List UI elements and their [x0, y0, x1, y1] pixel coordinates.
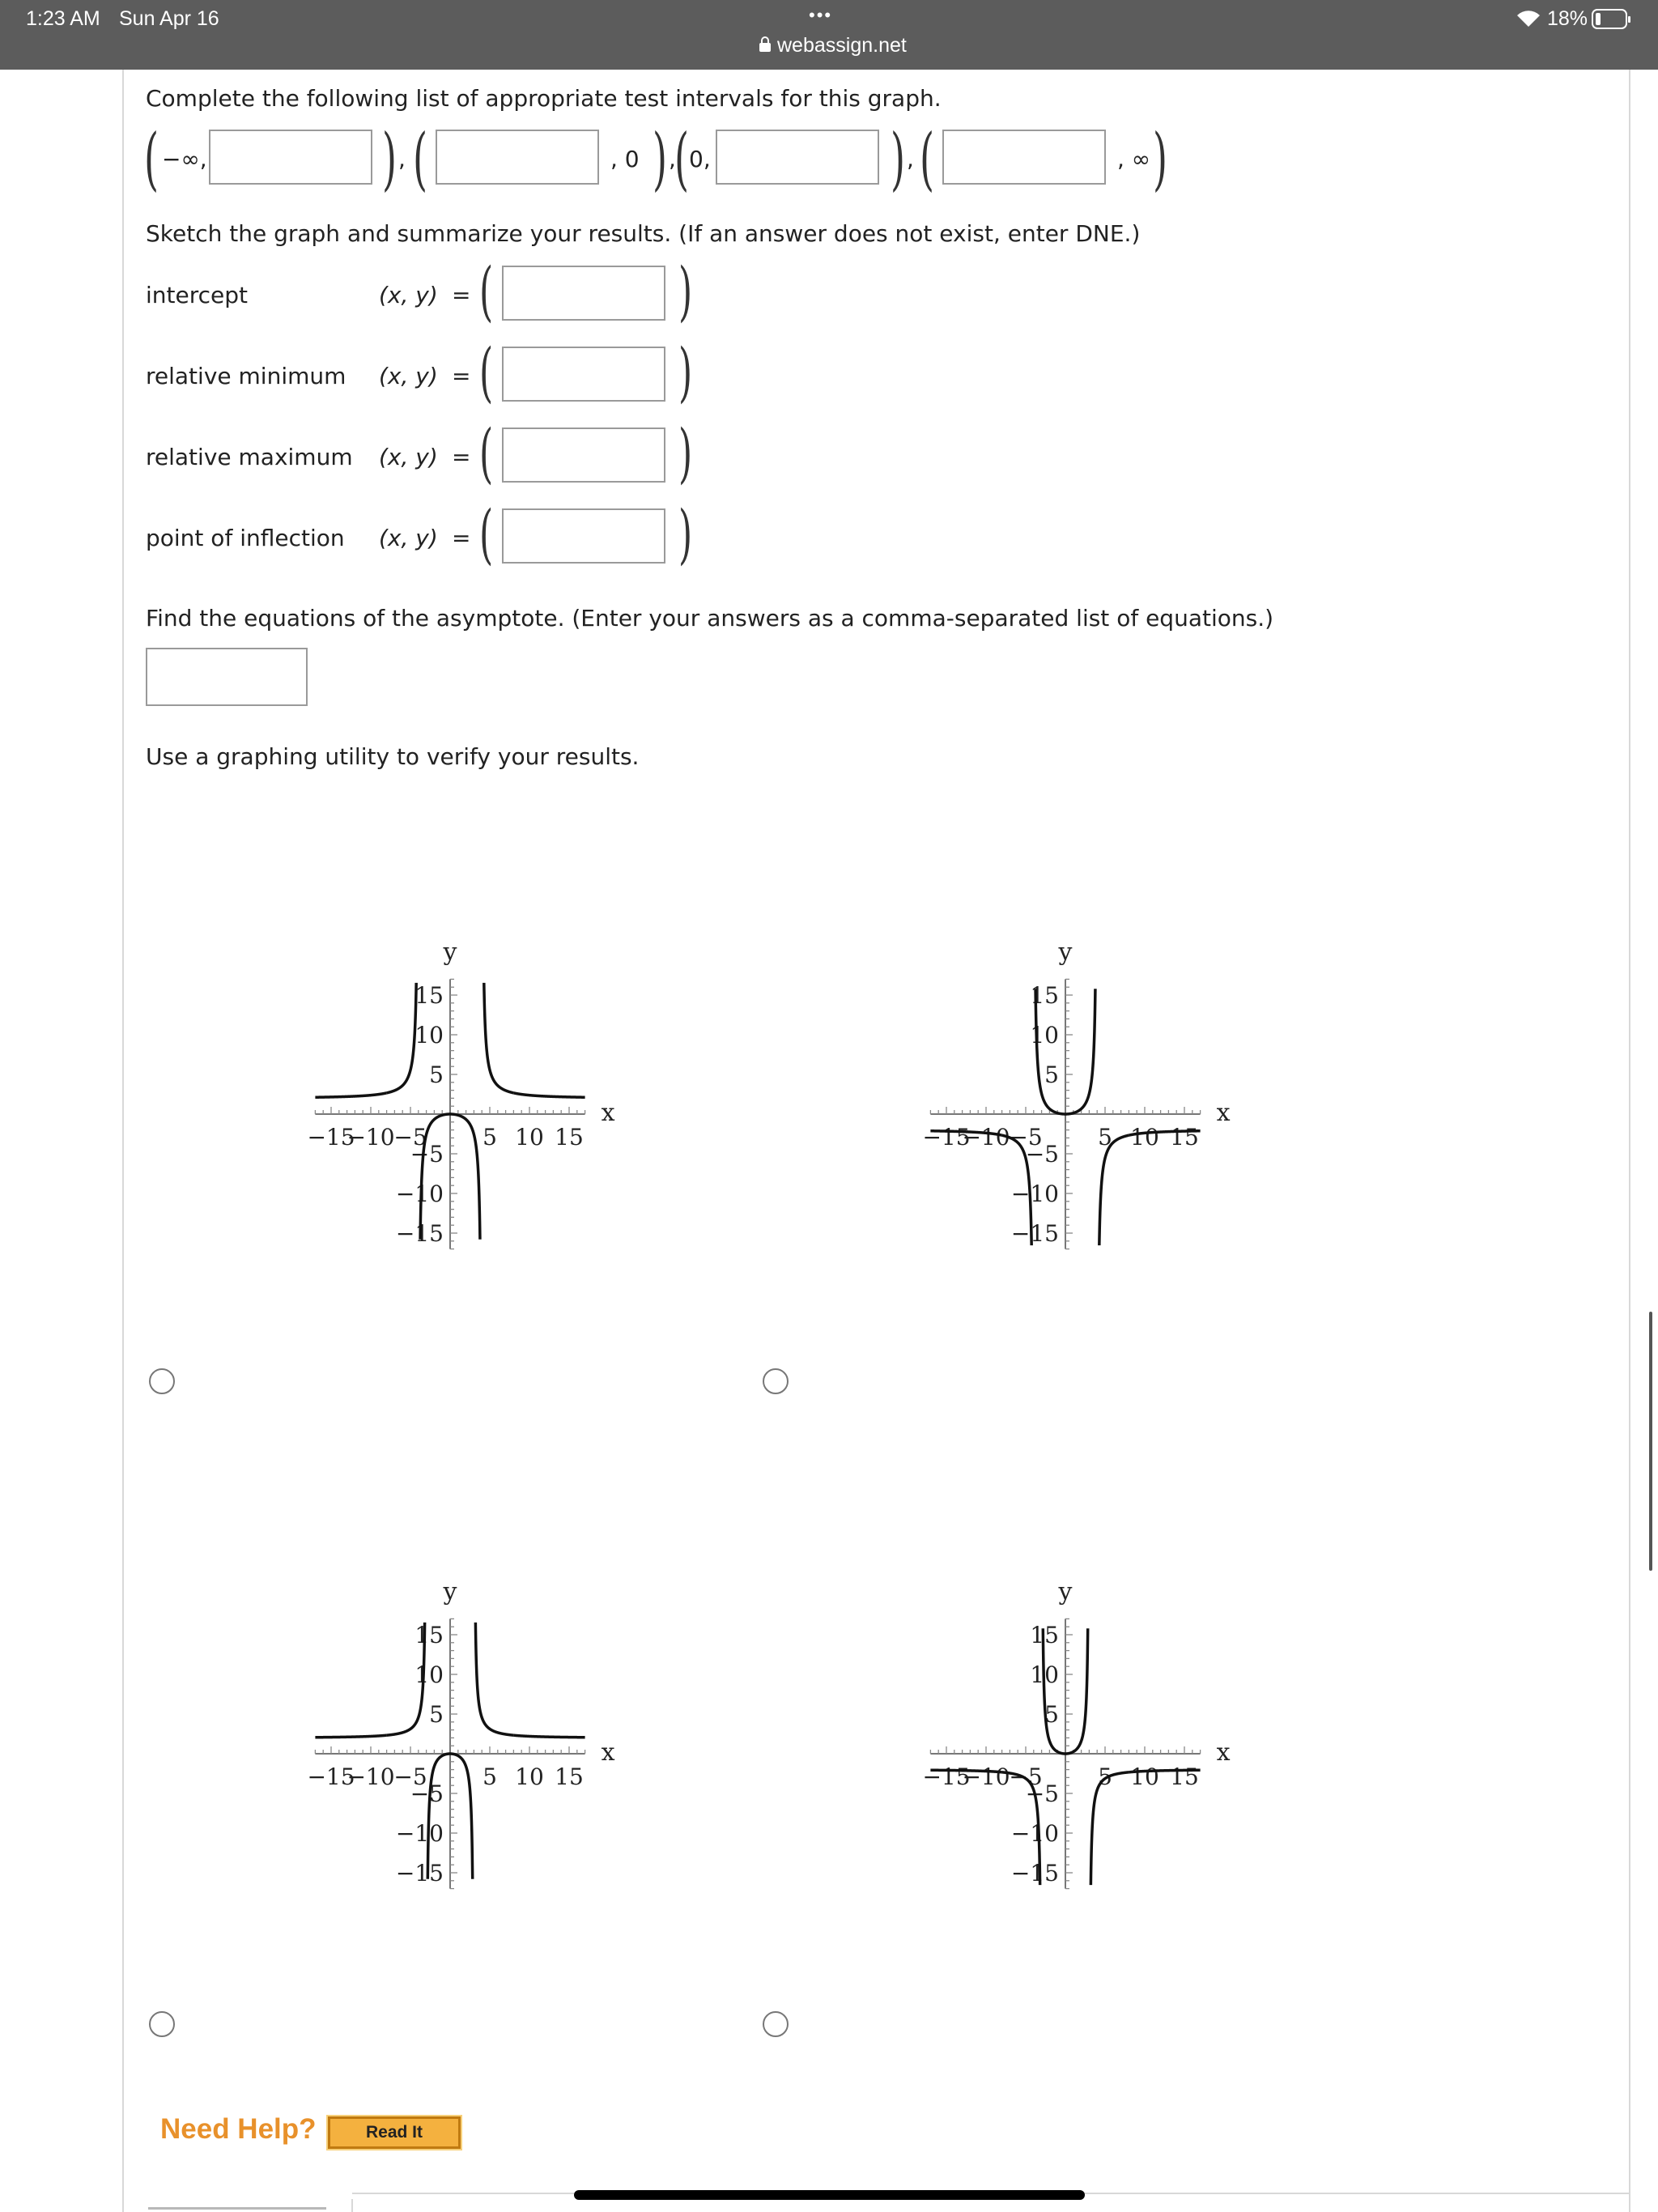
neg-infinity-label: −∞,: [162, 146, 207, 172]
y-tick-label: −10: [1010, 1820, 1059, 1847]
x-tick-label: 10: [515, 1763, 544, 1790]
summary-row-intercept: [0, 253, 1658, 329]
graph-option-3: [162, 1433, 777, 2048]
y-axis-label: y: [443, 1577, 457, 1606]
relative-minimum-input[interactable]: [502, 347, 665, 402]
interval-input-1[interactable]: [209, 130, 372, 185]
y-tick-label: 10: [1030, 1022, 1059, 1049]
x-tick-label: 10: [1130, 1124, 1159, 1151]
x-tick-label: 5: [483, 1124, 497, 1151]
graph-option-4: [777, 1433, 1392, 2048]
row-label: intercept: [146, 282, 248, 308]
bottom-divider: [148, 2207, 326, 2210]
interval-input-3[interactable]: [716, 130, 879, 185]
x-tick-label: −10: [962, 1124, 1010, 1151]
y-tick-label: −15: [1010, 1220, 1059, 1247]
y-tick-label: 15: [1030, 1622, 1059, 1648]
y-tick-label: −5: [410, 1141, 444, 1168]
equals-sign: =: [452, 282, 471, 308]
open-paren: (: [674, 119, 690, 198]
open-paren: (: [479, 253, 494, 329]
y-tick-label: 5: [429, 1061, 444, 1088]
x-tick-label: 15: [1170, 1124, 1199, 1151]
x-tick-label: −15: [307, 1763, 355, 1790]
x-tick-label: 5: [1098, 1124, 1112, 1151]
radio-option-4[interactable]: [763, 2011, 789, 2037]
x-axis-label: x: [601, 1099, 615, 1127]
y-tick-label: 10: [1030, 1661, 1059, 1688]
open-paren: (: [479, 496, 494, 572]
x-tick-label: −5: [1009, 1124, 1043, 1151]
open-paren: (: [920, 119, 935, 198]
y-tick-label: −15: [1010, 1860, 1059, 1887]
y-tick-label: −15: [395, 1860, 444, 1887]
x-tick-label: 15: [1170, 1763, 1199, 1790]
close-paren: ): [678, 253, 693, 329]
y-axis-label: y: [443, 938, 457, 967]
relative-maximum-input[interactable]: [502, 428, 665, 483]
y-tick-label: 15: [1030, 982, 1059, 1009]
battery-percent: 18%: [1547, 7, 1588, 30]
close-paren: ): [1153, 119, 1168, 198]
asymptote-input[interactable]: [146, 648, 308, 706]
open-paren: (: [144, 119, 159, 198]
status-time: 1:23 AM: [26, 7, 100, 30]
open-paren: (: [479, 334, 494, 410]
radio-option-1[interactable]: [149, 1368, 175, 1394]
xy-label: (x, y): [379, 525, 438, 551]
x-axis-label: x: [601, 1738, 615, 1767]
y-tick-label: −10: [1010, 1180, 1059, 1207]
x-tick-label: −5: [393, 1763, 427, 1790]
interval-separator: ,: [907, 146, 914, 172]
interval-separator: ,: [398, 146, 406, 172]
open-paren: (: [479, 415, 494, 491]
comma-zero-label: , 0: [610, 146, 640, 172]
equals-sign: =: [452, 525, 471, 551]
graph-canvas: [777, 793, 1392, 1409]
y-tick-label: 15: [414, 1622, 444, 1648]
y-axis-label: y: [1058, 938, 1073, 967]
row-label: relative minimum: [146, 363, 346, 389]
close-paren: ): [382, 119, 397, 198]
x-tick-label: −15: [922, 1763, 971, 1790]
y-tick-label: 5: [1044, 1701, 1059, 1728]
y-tick-label: −5: [1025, 1780, 1059, 1807]
x-tick-label: 10: [515, 1124, 544, 1151]
xy-label: (x, y): [379, 282, 438, 308]
intervals-prompt: Complete the following list of appropriate test intervals for this graph.: [146, 85, 942, 112]
x-tick-label: −15: [922, 1124, 971, 1151]
interval-input-4[interactable]: [942, 130, 1106, 185]
point-of-inflection-input[interactable]: [502, 508, 665, 564]
curve-branch: [513, 1093, 585, 1097]
x-tick-label: −10: [346, 1124, 395, 1151]
asymptote-prompt: Find the equations of the asymptote. (Enter your answers as a comma-separated list of equations.): [146, 605, 1274, 632]
more-dots-icon[interactable]: •••: [809, 5, 833, 25]
read-it-button[interactable]: Read It: [328, 2116, 461, 2149]
radio-option-3[interactable]: [149, 2011, 175, 2037]
x-tick-label: −15: [307, 1124, 355, 1151]
scrollbar-thumb[interactable]: [1649, 1312, 1652, 1571]
summary-row-point-of-inflection: [0, 496, 1658, 572]
y-tick-label: 10: [414, 1661, 444, 1688]
xy-label: (x, y): [379, 444, 438, 470]
verify-prompt: Use a graphing utility to verify your results.: [146, 743, 640, 770]
y-tick-label: −10: [395, 1180, 444, 1207]
xy-label: (x, y): [379, 363, 438, 389]
curve-branch: [315, 1093, 386, 1097]
summary-row-relative-maximum: [0, 415, 1658, 491]
close-paren: ): [891, 119, 906, 198]
y-tick-label: −5: [1025, 1141, 1059, 1168]
x-axis-label: x: [1216, 1738, 1231, 1767]
need-help-label: Need Help?: [160, 2113, 317, 2145]
summary-prompt: Sketch the graph and summarize your results. (If an answer does not exist, enter DNE.): [146, 220, 1141, 247]
equals-sign: =: [452, 444, 471, 470]
battery-icon: [1592, 8, 1632, 34]
intercept-input[interactable]: [502, 266, 665, 321]
equals-sign: =: [452, 363, 471, 389]
y-tick-label: −5: [410, 1780, 444, 1807]
radio-option-2[interactable]: [763, 1368, 789, 1394]
graph-canvas: [777, 1433, 1392, 2048]
y-tick-label: −15: [395, 1220, 444, 1247]
y-axis-label: y: [1058, 1577, 1073, 1606]
url-address[interactable]: webassign.net: [777, 34, 907, 57]
x-tick-label: −10: [346, 1763, 395, 1790]
y-tick-label: 15: [414, 982, 444, 1009]
zero-comma-label: 0,: [689, 146, 711, 172]
x-tick-label: 5: [483, 1763, 497, 1790]
graph-option-2: [777, 793, 1392, 1409]
x-axis-label: x: [1216, 1099, 1231, 1127]
x-tick-label: 5: [1098, 1763, 1112, 1790]
curve-branch: [315, 1735, 386, 1738]
status-bar: [0, 0, 1658, 70]
x-tick-label: −5: [1009, 1763, 1043, 1790]
graph-option-1: [162, 793, 777, 1409]
row-label: relative maximum: [146, 444, 353, 470]
graph-canvas: [162, 793, 777, 1409]
close-paren: ): [678, 334, 693, 410]
status-date: Sun Apr 16: [119, 7, 219, 30]
row-label: point of inflection: [146, 525, 345, 551]
x-tick-label: −5: [393, 1124, 427, 1151]
y-tick-label: 10: [414, 1022, 444, 1049]
curve-branch: [513, 1735, 585, 1738]
interval-separator: ,: [669, 146, 676, 172]
close-paren: ): [653, 119, 668, 198]
close-paren: ): [678, 496, 693, 572]
interval-input-2[interactable]: [436, 130, 599, 185]
y-tick-label: 5: [429, 1701, 444, 1728]
x-tick-label: 15: [555, 1763, 584, 1790]
y-tick-label: 5: [1044, 1061, 1059, 1088]
close-paren: ): [678, 415, 693, 491]
open-paren: (: [413, 119, 428, 198]
graph-canvas: [162, 1433, 777, 2048]
x-tick-label: −10: [962, 1763, 1010, 1790]
x-tick-label: 10: [1130, 1763, 1159, 1790]
lock-icon: [759, 36, 772, 56]
y-tick-label: −10: [395, 1820, 444, 1847]
x-tick-label: 15: [555, 1124, 584, 1151]
wifi-icon: [1516, 10, 1541, 31]
intervals-row: [0, 119, 1658, 198]
home-indicator[interactable]: [574, 2190, 1085, 2200]
comma-infinity-label: , ∞: [1117, 146, 1151, 172]
summary-row-relative-minimum: [0, 334, 1658, 410]
bottom-divider: [351, 2199, 353, 2212]
